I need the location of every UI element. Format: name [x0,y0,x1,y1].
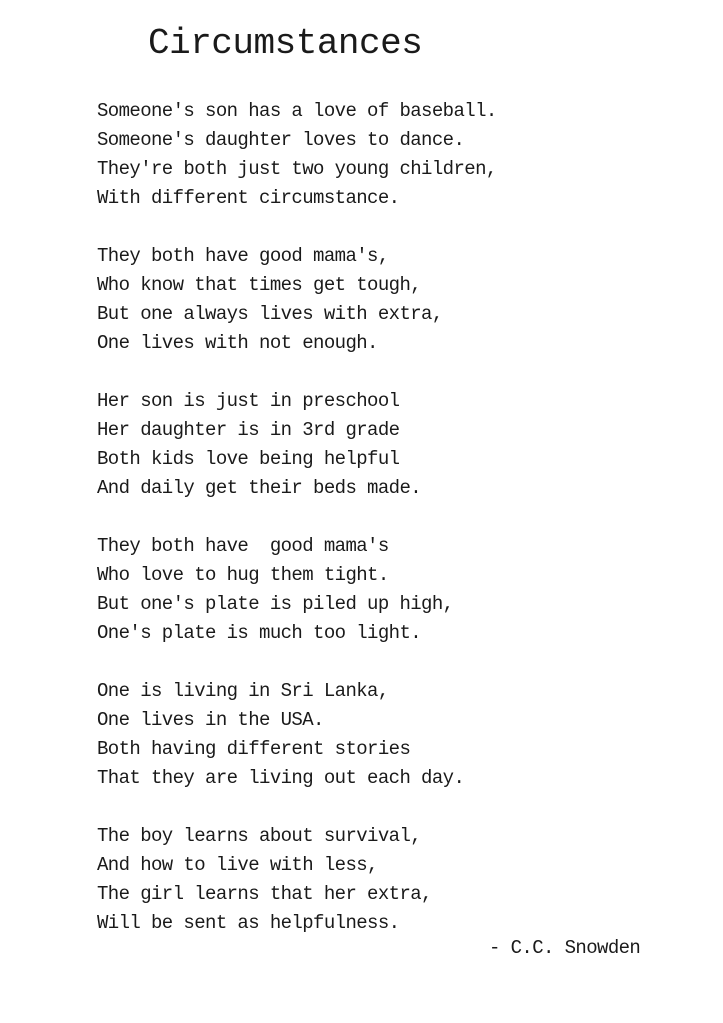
poem-line: And how to live with less, [97,854,378,876]
poem-line: But one always lives with extra, [97,303,443,325]
poem-line: Both kids love being helpful [97,448,400,470]
poem-line: The girl learns that her extra, [97,883,432,905]
poem-line: Her son is just in preschool [97,390,400,412]
poem-line: One lives with not enough. [97,332,378,354]
stanza-2 [97,242,657,358]
stanza-5 [97,677,657,793]
poem-line: Will be sent as helpfulness. [97,912,400,934]
poem-line: And daily get their beds made. [97,477,422,499]
poem-line: Who love to hug them tight. [97,564,389,586]
poem-line: They both have good mama's [97,535,389,557]
poem-line: Someone's son has a love of baseball. [97,100,497,122]
poem-line: One is living in Sri Lanka, [97,680,389,702]
poem-line: That they are living out each day. [97,767,465,789]
stanza-4 [97,532,657,648]
stanza-6 [97,822,657,938]
poem-line: One lives in the USA. [97,709,324,731]
poem-body [97,97,657,967]
poem-line: They're both just two young children, [97,158,497,180]
poem-line: Her daughter is in 3rd grade [97,419,400,441]
stanza-3 [97,387,657,503]
poem-line: Someone's daughter loves to dance. [97,129,465,151]
poem-line: Who know that times get tough, [97,274,422,296]
poem-line: The boy learns about survival, [97,825,422,847]
poem-line: With different circumstance. [97,187,400,209]
poem-title: Circumstances [148,23,423,64]
poem-line: But one's plate is piled up high, [97,593,454,615]
poem-line: They both have good mama's, [97,245,389,267]
poem-line: One's plate is much too light. [97,622,422,644]
poem-author: - C.C. Snowden [489,937,641,959]
poem-line: Both having different stories [97,738,411,760]
stanza-1 [97,97,657,213]
